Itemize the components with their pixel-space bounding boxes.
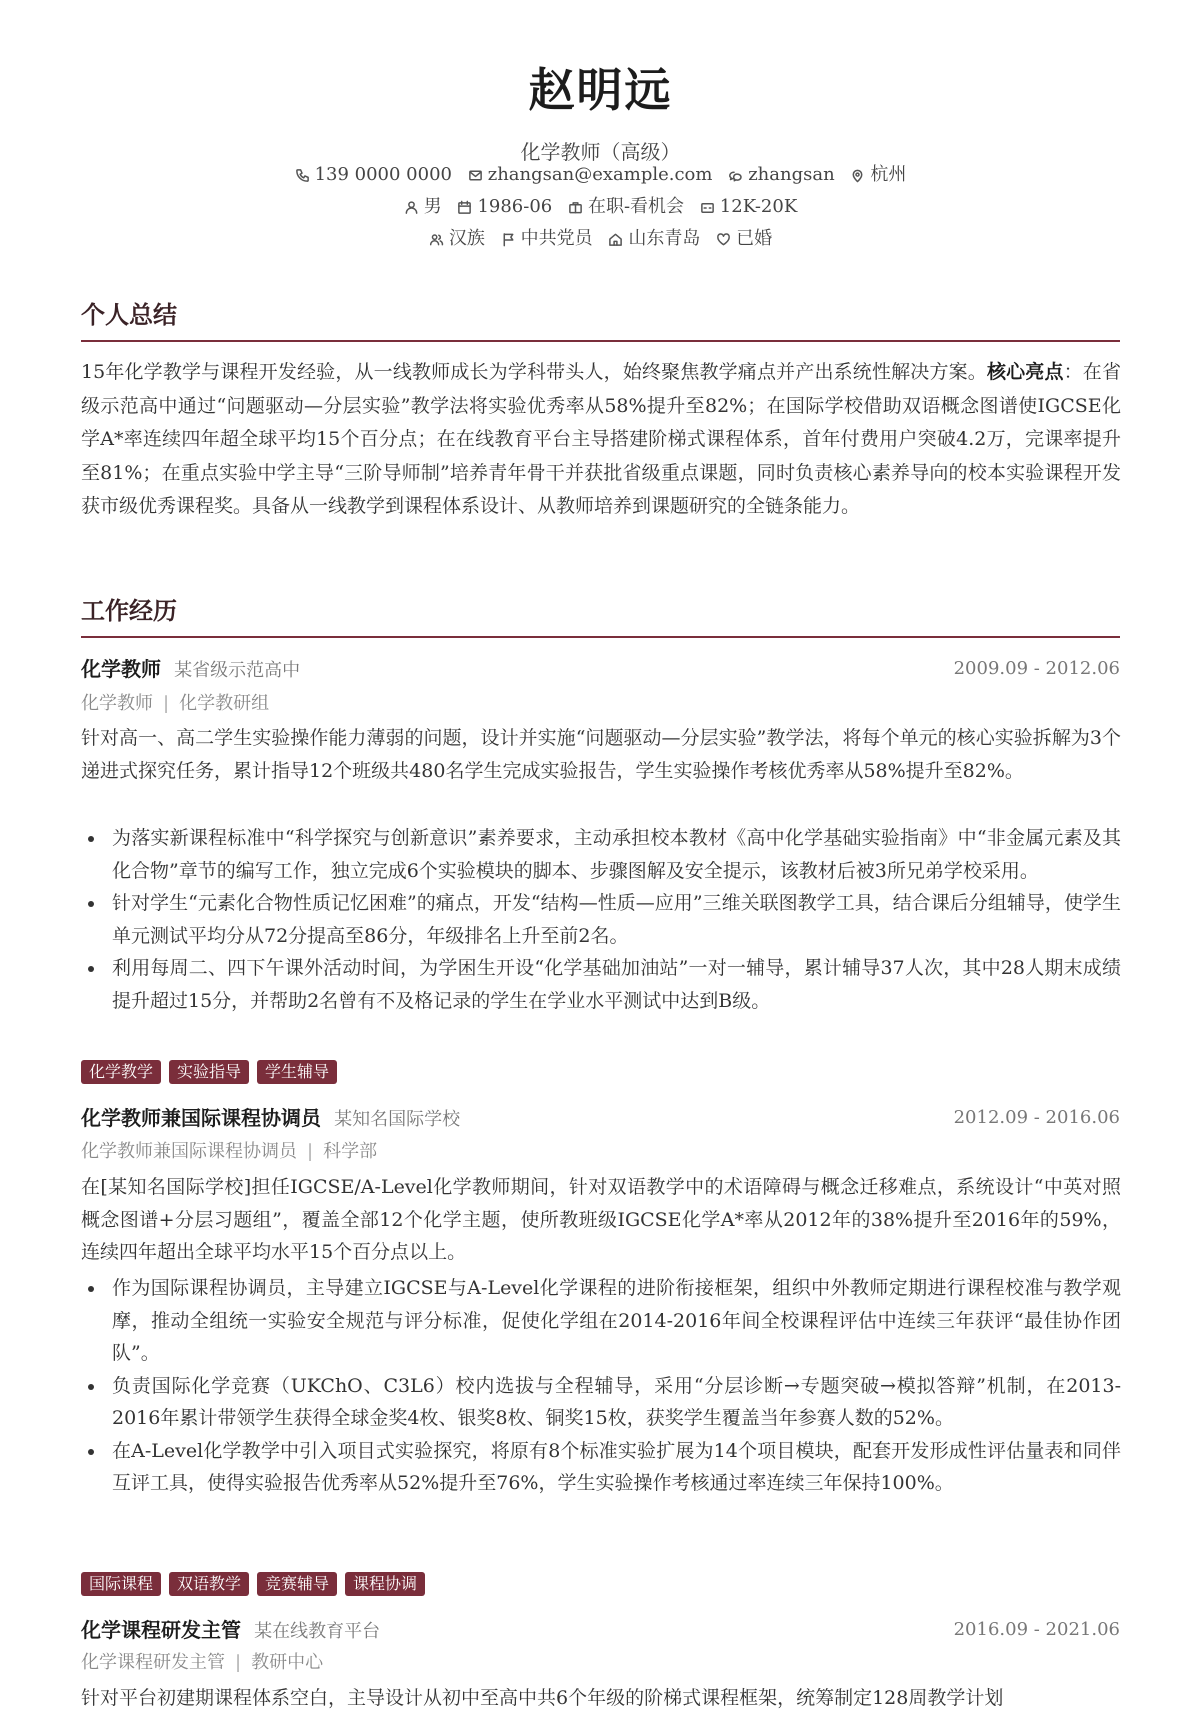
experience-heading: 工作经历 (81, 596, 177, 625)
skill-tag: 竞赛辅导 (257, 1572, 337, 1596)
marital-item (716, 226, 772, 252)
job-1-role: 化学教师 (81, 693, 153, 714)
status-item (568, 194, 684, 220)
heart-icon (716, 232, 731, 247)
summary-text (81, 356, 1121, 524)
job-2-org: 某知名国际学校 (334, 1109, 461, 1130)
city-item (850, 162, 906, 188)
job-3-header (81, 1615, 1120, 1647)
job-2-title: 化学教师兼国际课程协调员 (81, 1106, 321, 1130)
list-item: 利用每周二、四下午课外活动时间，为学困生开设“化学基础加油站”一对一辅导，累计辅导37人次，其中28人期末成绩提升超过15分，并帮助2名曾有不及格记录的学生在学业水平测试中达到B级。 (81, 952, 1121, 1017)
calendar-icon (457, 200, 472, 215)
location-icon (850, 168, 865, 183)
job-2-dept: 科学部 (323, 1141, 378, 1162)
job-2-header (81, 1103, 1120, 1135)
job-3-dept: 教研中心 (251, 1652, 324, 1673)
list-item: 为落实新课程标准中“科学探究与创新意识”素养要求，主动承担校本教材《高中化学基础实验指南》中“非金属元素及其化合物”章节的编写工作，独立完成6个实验模块的脚本、步骤图解及安全提示，该教材后被3所兄弟学校采用。 (81, 822, 1121, 887)
salary-text: 12K-20K (719, 196, 798, 217)
job-2-date: 2012.09 - 2016.06 (953, 1107, 1120, 1128)
gender-item (404, 194, 442, 220)
job-2-description: 在[某知名国际学校]担任IGCSE/A-Level化学教师期间，针对双语教学中的术语障碍与概念迁移难点，系统设计“中英对照概念图谱+分层习题组”，覆盖全部12个化学主题，使所教班级IGCSE化学A*率从2012年的38%提升至2016年的59%，连续四年超出全球平均水平15个百分点以上。 (81, 1176, 1121, 1263)
people-icon (429, 232, 444, 247)
status-text: 在职-看机会 (587, 196, 685, 217)
skill-tag: 化学教学 (81, 1060, 161, 1084)
job-3-role: 化学课程研发主管 (81, 1652, 225, 1673)
job-3-date: 2016.09 - 2021.06 (953, 1619, 1120, 1640)
skill-tag: 国际课程 (81, 1572, 161, 1596)
list-item: 负责国际化学竞赛（UKChO、C3L6）校内选拔与全程辅导，采用“分层诊断→专题突破→模拟答辩”机制，在2013-2016年累计带领学生获得全球金奖4枚、银奖8枚、铜奖15枚，获奖学生覆盖当年参赛人数的52%。 (81, 1370, 1121, 1435)
wallet-icon (700, 200, 715, 215)
email-text: zhangsan@example.com (487, 164, 713, 185)
person-icon (404, 200, 419, 215)
summary-heading: 个人总结 (81, 300, 177, 329)
job-1-tags (81, 1060, 337, 1084)
politics-item (501, 226, 593, 252)
wechat-icon (728, 168, 743, 183)
gender-text: 男 (423, 196, 442, 217)
phone-icon (295, 168, 310, 183)
job-1-subline (81, 690, 1120, 718)
politics-text: 中共党员 (520, 228, 593, 249)
summary-divider (81, 340, 1120, 342)
phone-item (295, 162, 452, 188)
birth-text: 1986-06 (477, 196, 553, 217)
job-2-role: 化学教师兼国际课程协调员 (81, 1141, 297, 1162)
job-1-org: 某省级示范高中 (174, 660, 301, 681)
list-item: 针对学生“元素化合物性质记忆困难”的痛点，开发“结构—性质—应用”三维关联图教学工具，结合课后分组辅导，使学生单元测试平均分从72分提高至86分，年级排名上升至前2名。 (81, 887, 1121, 952)
email-item (468, 162, 713, 188)
job-1-separator: | (163, 693, 170, 714)
home-icon (608, 232, 623, 247)
job-3-title: 化学课程研发主管 (81, 1618, 241, 1642)
job-1-dept: 化学教研组 (179, 693, 270, 714)
mail-icon (468, 168, 483, 183)
phone-text: 139 0000 0000 (314, 164, 452, 185)
job-3-description: 针对平台初建期课程体系空白，主导设计从初中至高中共6个年级的阶梯式课程框架，统筹制定128周教学计划 (81, 1687, 1004, 1709)
wechat-item (728, 162, 834, 188)
job-2-bullets (81, 1272, 1121, 1500)
summary-text-before: 15年化学教学与课程开发经验，从一线教师成长为学科带头人，始终聚焦教学痛点并产出系统性解决方案。 (81, 361, 987, 383)
ethnicity-item (429, 226, 485, 252)
job-2-tags (81, 1572, 425, 1596)
skill-tag: 课程协调 (345, 1572, 425, 1596)
briefcase-icon (568, 200, 583, 215)
city-text: 杭州 (870, 164, 907, 185)
ethnicity-text: 汉族 (448, 228, 485, 249)
experience-divider (81, 636, 1120, 638)
candidate-name: 赵明远 (528, 63, 673, 117)
birth-item (457, 194, 552, 220)
job-2-subline (81, 1138, 1120, 1166)
wechat-text: zhangsan (748, 164, 835, 185)
hometown-item (608, 226, 700, 252)
job-1-title: 化学教师 (81, 657, 161, 681)
job-3-org: 某在线教育平台 (254, 1621, 381, 1642)
salary-item (700, 194, 797, 220)
job-2-separator: | (307, 1141, 314, 1162)
basic-info-row (81, 194, 1120, 223)
summary-highlight-label: 核心亮点 (986, 361, 1064, 383)
skill-tag: 实验指导 (169, 1060, 249, 1084)
list-item: 作为国际课程协调员，主导建立IGCSE与A-Level化学课程的进阶衔接框架，组织中外教师定期进行课程校准与教学观摩，推动全组统一实验安全规范与评分标准，促使化学组在2014-2016年间全校课程评估中连续三年获评“最佳协作团队”。 (81, 1272, 1121, 1370)
skill-tag: 学生辅导 (257, 1060, 337, 1084)
list-item: 在A-Level化学教学中引入项目式实验探究，将原有8个标准实验扩展为14个项目模块，配套开发形成性评估量表和同伴互评工具，使得实验报告优秀率从52%提升至76%，学生实验操作考核通过率连续三年保持100%。 (81, 1435, 1121, 1500)
extra-info-row (81, 226, 1120, 255)
job-3-subline (81, 1649, 1120, 1677)
contact-row (81, 162, 1120, 191)
job-1-date: 2009.09 - 2012.06 (953, 658, 1120, 679)
flag-icon (501, 232, 516, 247)
job-1-description: 针对高一、高二学生实验操作能力薄弱的问题，设计并实施“问题驱动—分层实验”教学法，将每个单元的核心实验拆解为3个递进式探究任务，累计指导12个班级共480名学生完成实验报告，学生实验操作考核优秀率从58%提升至82%。 (81, 727, 1121, 782)
job-3-separator: | (235, 1652, 242, 1673)
marital-text: 已婚 (736, 228, 773, 249)
job-1-header (81, 654, 1120, 686)
job-1-bullets (81, 822, 1121, 1017)
job-target: 化学教师（高级） (520, 140, 681, 164)
skill-tag: 双语教学 (169, 1572, 249, 1596)
hometown-text: 山东青岛 (628, 228, 701, 249)
summary-text-after: ：在省级示范高中通过“问题驱动—分层实验”教学法将实验优秀率从58%提升至82%；在国际学校借助双语概念图谱使IGCSE化学A*率连续四年超全球平均15个百分点；在在线教育平台主导搭建阶梯式课程体系，首年付费用户突破4.2万，完课率提升至81%；在重点实验中学主导“三阶导师制”培养青年骨干并获批省级重点课题，同时负责核心素养导向的校本实验课程开发获市级优秀课程奖。具备从一线教学到课程体系设计、从教师培养到课题研究的全链条能力。 (81, 361, 1121, 517)
